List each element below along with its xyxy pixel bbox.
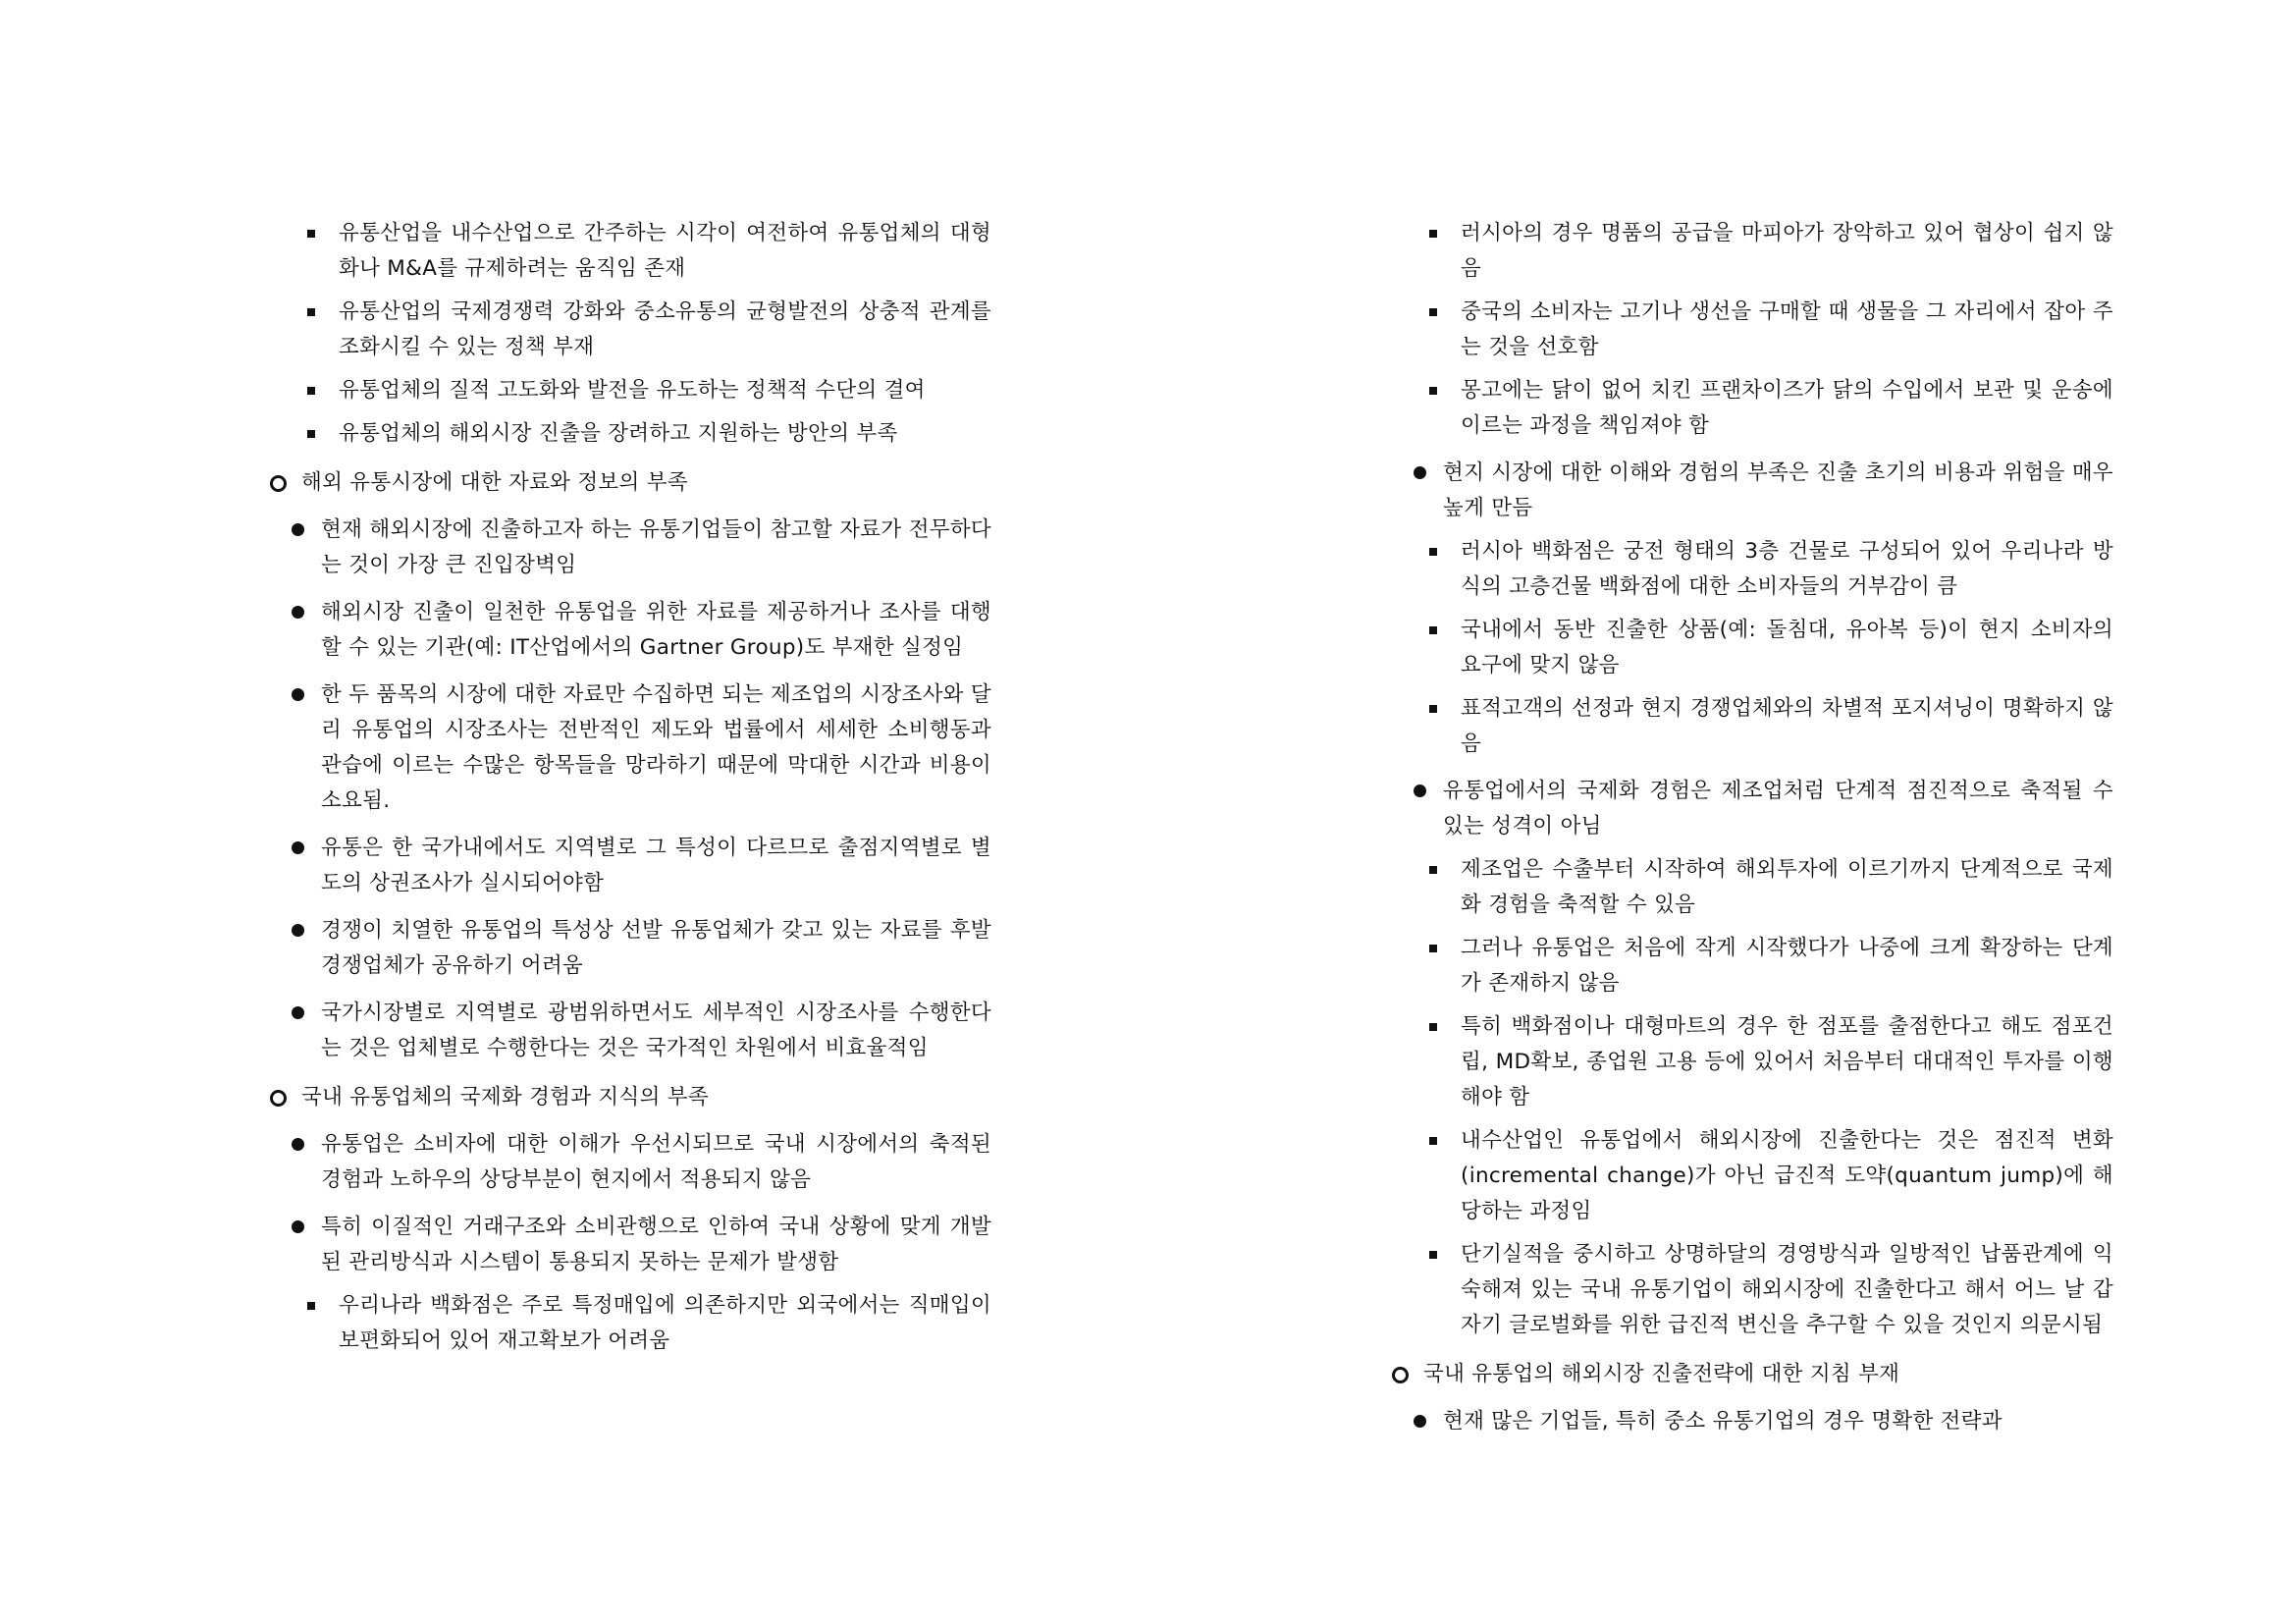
filled-circle-icon <box>1414 1415 1426 1428</box>
bullet-item <box>270 677 991 819</box>
filled-circle-icon <box>292 523 304 536</box>
item-text: 유통업에서의 국제화 경험은 제조업처럼 단계적 점진적으로 축적될 수 있는 성격이 아님 <box>1443 779 2113 839</box>
item-text: 러시아 백화점은 궁전 형태의 3층 건물로 구성되어 있어 우리나라 방식의 고층건물 백화점에 대한 소비자들의 거부감이 큼 <box>1461 539 2113 599</box>
filled-circle-icon <box>292 606 304 619</box>
item-text: 그러나 유통업은 처음에 작게 시작했다가 나중에 크게 확장하는 단계가 존재하지 않음 <box>1461 936 2113 996</box>
item-text: 몽고에는 닭이 없어 치킨 프랜차이즈가 닭의 수입에서 보관 및 운송에 이르는 과정을 책임져야 함 <box>1461 378 2113 438</box>
bullet-item <box>270 913 991 984</box>
filled-circle-icon <box>292 1006 304 1019</box>
square-bullet-icon <box>307 387 315 395</box>
bullet-item <box>270 513 991 583</box>
square-bullet-item <box>270 216 991 287</box>
item-text: 유통산업의 국제경쟁력 강화와 중소유통의 균형발전의 상충적 관계를 조화시킬 수 있는 정책 부재 <box>339 299 991 359</box>
square-bullet-icon <box>307 308 315 316</box>
item-text: 국내에서 동반 진출한 상품(예: 돌침대, 유아복 등)이 현지 소비자의 요구에 맞지 않음 <box>1461 618 2113 677</box>
square-bullet-icon <box>1429 626 1437 634</box>
item-text: 유통산업을 내수산업으로 간주하는 시각이 여전하여 유통업체의 대형화나 M&A를 규제하려는 움직임 존재 <box>339 221 991 281</box>
square-bullet-item <box>1392 852 2113 923</box>
item-text: 한 두 품목의 시장에 대한 자료만 수집하면 되는 제조업의 시장조사와 달리 유통업의 시장조사는 전반적인 제도와 법률에서 세세한 소비행동과 관습에 이르는 수많은 항목들을 망라하기 때문에 막대한 시간과 비용이 소요됨. <box>321 682 991 813</box>
item-text: 특히 백화점이나 대형마트의 경우 한 점포를 출점한다고 해도 점포건립, MD확보, 종업원 고용 등에 있어서 처음부터 대대적인 투자를 이행해야 함 <box>1461 1014 2113 1110</box>
section-heading <box>270 465 991 501</box>
filled-circle-icon <box>292 1138 304 1151</box>
right-column <box>1392 216 2113 1439</box>
square-bullet-icon <box>1429 308 1437 316</box>
item-text: 표적고객의 선정과 현지 경쟁업체와의 차별적 포지셔닝이 명확하지 않음 <box>1461 696 2113 756</box>
square-bullet-item <box>270 416 991 452</box>
square-bullet-icon <box>307 230 315 238</box>
item-text: 제조업은 수출부터 시작하여 해외투자에 이르기까지 단계적으로 국제화 경험을 축적할 수 있음 <box>1461 857 2113 917</box>
square-bullet-icon <box>1429 1023 1437 1031</box>
item-text: 특히 이질적인 거래구조와 소비관행으로 인하여 국내 상황에 맞게 개발된 관리방식과 시스템이 통용되지 못하는 문제가 발생함 <box>321 1215 991 1274</box>
hollow-circle-icon <box>1392 1367 1409 1383</box>
square-bullet-item <box>270 1288 991 1359</box>
square-bullet-icon <box>1429 705 1437 713</box>
filled-circle-icon <box>292 688 304 701</box>
bullet-item <box>270 1210 991 1280</box>
item-text: 유통업체의 질적 고도화와 발전을 유도하는 정책적 수단의 결여 <box>339 378 926 403</box>
item-text: 현지 시장에 대한 이해와 경험의 부족은 진출 초기의 비용과 위험을 매우 높게 만듬 <box>1443 460 2113 520</box>
square-bullet-icon <box>1429 945 1437 952</box>
square-bullet-item <box>270 295 991 365</box>
bullet-item <box>1392 774 2113 844</box>
item-text: 유통업체의 해외시장 진출을 장려하고 지원하는 방안의 부족 <box>339 421 898 446</box>
square-bullet-icon <box>1429 230 1437 238</box>
square-bullet-item <box>1392 613 2113 683</box>
item-text: 유통업은 소비자에 대한 이해가 우선시되므로 국내 시장에서의 축적된 경험과 노하우의 상당부분이 현지에서 적용되지 않음 <box>321 1132 991 1192</box>
item-text: 러시아의 경우 명품의 공급을 마피아가 장악하고 있어 협상이 쉽지 않음 <box>1461 221 2113 281</box>
heading-text: 국내 유통업의 해외시장 진출전략에 대한 지침 부재 <box>1423 1362 1900 1386</box>
item-text: 현재 많은 기업들, 특히 중소 유통기업의 경우 명확한 전략과 <box>1443 1409 2002 1434</box>
item-text: 현재 해외시장에 진출하고자 하는 유통기업들이 참고할 자료가 전무하다는 것이 가장 큰 진입장벽임 <box>321 517 991 577</box>
filled-circle-icon <box>292 924 304 937</box>
square-bullet-icon <box>307 430 315 438</box>
hollow-circle-icon <box>270 1090 287 1107</box>
filled-circle-icon <box>1414 785 1426 797</box>
square-bullet-item <box>1392 1237 2113 1343</box>
bullet-item <box>270 1127 991 1198</box>
item-text: 중국의 소비자는 고기나 생선을 구매할 때 생물을 그 자리에서 잡아 주는 것을 선호함 <box>1461 299 2113 359</box>
filled-circle-icon <box>1414 466 1426 479</box>
heading-text: 국내 유통업체의 국제화 경험과 지식의 부족 <box>301 1085 709 1110</box>
heading-text: 해외 유통시장에 대한 자료와 정보의 부족 <box>301 470 688 495</box>
square-bullet-item <box>1392 373 2113 444</box>
item-text: 단기실적을 중시하고 상명하달의 경영방식과 일방적인 납품관계에 익숙해져 있는 국내 유통기업이 해외시장에 진출한다고 해서 어느 날 갑자기 글로벌화를 위한 급진적 변신을 추구할 수 있을 것인지 의문시됨 <box>1461 1242 2113 1337</box>
filled-circle-icon <box>292 841 304 854</box>
square-bullet-icon <box>1429 1251 1437 1259</box>
square-bullet-icon <box>1429 1137 1437 1145</box>
square-bullet-icon <box>307 1302 315 1310</box>
square-bullet-icon <box>1429 866 1437 874</box>
square-bullet-item <box>1392 295 2113 365</box>
bullet-item <box>1392 456 2113 526</box>
bullet-item <box>270 831 991 901</box>
square-bullet-item <box>1392 1123 2113 1229</box>
square-bullet-item <box>1392 534 2113 605</box>
item-text: 국가시장별로 지역별로 광범위하면서도 세부적인 시장조사를 수행한다는 것은 업체별로 수행한다는 것은 국가적인 차원에서 비효율적임 <box>321 1001 991 1060</box>
item-text: 유통은 한 국가내에서도 지역별로 그 특성이 다르므로 출점지역별로 별도의 상권조사가 실시되어야함 <box>321 836 991 895</box>
square-bullet-item <box>1392 216 2113 287</box>
section-heading <box>270 1080 991 1115</box>
square-bullet-item <box>1392 691 2113 762</box>
square-bullet-icon <box>1429 548 1437 556</box>
bullet-item <box>1392 1404 2113 1439</box>
section-heading <box>1392 1357 2113 1392</box>
square-bullet-item <box>1392 1009 2113 1115</box>
bullet-item <box>270 595 991 666</box>
hollow-circle-icon <box>270 475 287 492</box>
square-bullet-item <box>270 373 991 408</box>
left-column <box>270 216 991 1359</box>
square-bullet-item <box>1392 931 2113 1001</box>
item-text: 해외시장 진출이 일천한 유통업을 위한 자료를 제공하거나 조사를 대행할 수 있는 기관(예: IT산업에서의 Gartner Group)도 부재한 실정임 <box>321 600 991 660</box>
filled-circle-icon <box>292 1220 304 1233</box>
item-text: 내수산업인 유통업에서 해외시장에 진출한다는 것은 점진적 변화(incremental change)가 아닌 급진적 도약(quantum jump)에 해당하는 과정임 <box>1461 1128 2113 1223</box>
square-bullet-icon <box>1429 387 1437 395</box>
item-text: 경쟁이 치열한 유통업의 특성상 선발 유통업체가 갖고 있는 자료를 후발 경쟁업체가 공유하기 어려움 <box>321 918 991 978</box>
item-text: 우리나라 백화점은 주로 특정매입에 의존하지만 외국에서는 직매입이 보편화되어 있어 재고확보가 어려움 <box>339 1293 991 1353</box>
bullet-item <box>270 996 991 1066</box>
